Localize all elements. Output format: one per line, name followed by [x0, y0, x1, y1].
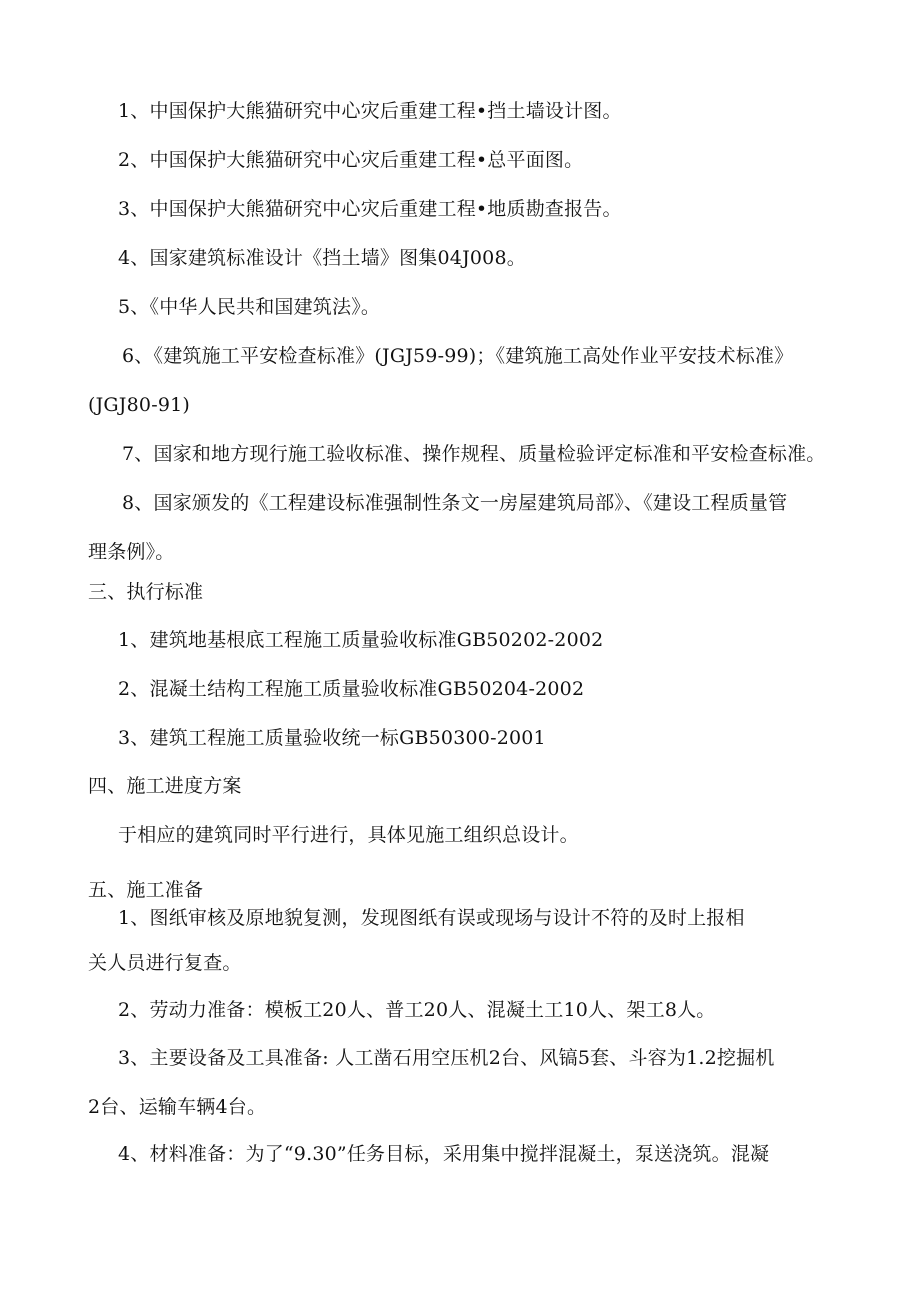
preparation-item-1-continuation: 关人员进行复查。: [88, 952, 242, 974]
reference-item-6-continuation: (JGJ80-91): [88, 394, 191, 416]
section-4-heading: 四、施工进度方案: [88, 775, 242, 797]
reference-item-1: 1、中国保护大熊猫研究中心灾后重建工程•挡土墙设计图。: [118, 100, 622, 122]
reference-item-8: 8、国家颁发的《工程建设标准强制性条文一房屋建筑局部》、《建设工程质量管: [122, 492, 788, 514]
preparation-item-2: 2、劳动力准备：模板工20人、普工20人、混凝土工10人、架工8人。: [118, 999, 716, 1021]
section-3-heading: 三、执行标准: [88, 581, 204, 603]
preparation-item-1: 1、图纸审核及原地貌复测，发现图纸有误或现场与设计不符的及时上报相: [118, 907, 745, 929]
reference-item-7: 7、国家和地方现行施工验收标准、操作规程、质量检验评定标准和平安检查标准。: [122, 443, 826, 465]
reference-item-2: 2、中国保护大熊猫研究中心灾后重建工程•总平面图。: [118, 149, 584, 171]
reference-item-3: 3、中国保护大熊猫研究中心灾后重建工程•地质勘查报告。: [118, 198, 622, 220]
reference-item-5: 5、《中华人民共和国建筑法》。: [118, 296, 381, 318]
reference-item-8-continuation: 理条例》。: [88, 541, 175, 563]
section-5-heading: 五、施工准备: [88, 879, 204, 901]
preparation-item-3-continuation: 2台、运输车辆4台。: [88, 1096, 267, 1118]
reference-item-4: 4、国家建筑标准设计《挡土墙》图集04J008。: [118, 247, 526, 269]
progress-plan-text: 于相应的建筑同时平行进行，具体见施工组织总设计。: [118, 824, 579, 846]
preparation-item-4: 4、材料准备：为了“9.30”任务目标，采用集中搅拌混凝土，泵送浇筑。混凝: [118, 1143, 770, 1165]
standard-item-1: 1、建筑地基根底工程施工质量验收标准GB50202-2002: [118, 629, 604, 651]
standard-item-2: 2、混凝土结构工程施工质量验收标准GB50204-2002: [118, 678, 585, 700]
standard-item-3: 3、建筑工程施工质量验收统一标GB50300-2001: [118, 727, 546, 749]
preparation-item-3: 3、主要设备及工具准备: 人工凿石用空压机2台、风镐5套、斗容为1.2挖掘机: [118, 1047, 775, 1069]
reference-item-6: 6、《建筑施工平安检查标准》(JGJ59-99)；《建筑施工高处作业平安技术标准》: [122, 345, 794, 367]
